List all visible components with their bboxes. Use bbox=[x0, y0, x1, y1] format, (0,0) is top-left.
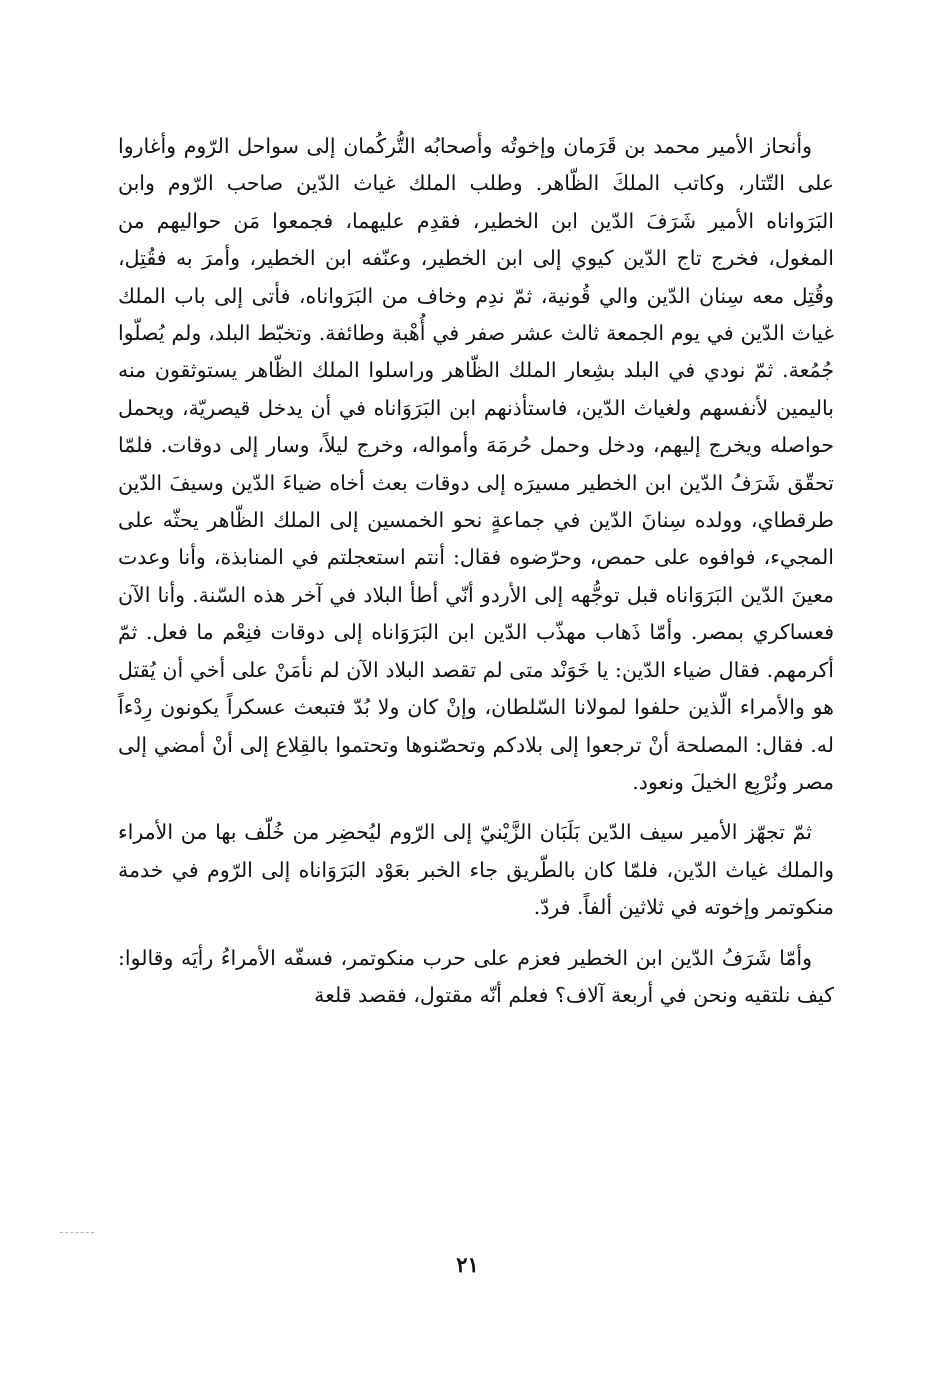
scan-artifact bbox=[60, 1232, 94, 1235]
body-text bbox=[118, 128, 834, 1014]
paragraph-1: وأنحاز الأمير محمد بن قَرَمان وإخوتُه وأصحابُه التُّركُمان إلى سواحل الرّوم وأغاروا على التّتار، وكاتب الملكَ الظّاهر. وطلب الملك غياث الدّين صاحب الرّوم وابن البَرَواناه الأمير شَرَفَ الدّين ابن الخطير، فقدِم عليهما، فجمعوا مَن حواليهم من المغول، فخرج تاج الدّين كيوي إلى ابن الخطير، وعنّفه ابن الخطير، وأمرَ به فقُتِل، وقُتِل معه سِنان الدّين والي قُونية، ثمّ ندِم وخاف من البَرَواناه، فأتى إلى باب الملك غياث الدّين في يوم الجمعة ثالث عشر صفر في أُهْبة وطائفة. وتخبّط البلد، ولم يُصلّوا جُمُعة. ثمّ نودي في البلد بشِعار الملك الظّاهر وراسلوا الملك الظّاهر يستوثقون منه باليمين لأنفسهم ولغياث الدّين، فاستأذنهم ابن البَرَوَاناه في أن يدخل قيصريّة، ويحمل حواصله ويخرج إليهم، ودخل وحمل حُرمَهَ وأمواله، وخرج ليلاً، وسار إلى دوقات. فلمّا تحقّق شَرَفُ الدّين ابن الخطير مسيرَه إلى دوقات بعث أخاه ضياءَ الدّين وسيفَ الدّين طرقطاي، وولده سِنانَ الدّين في جماعةٍ نحو الخمسين إلى الملك الظّاهر يحثّه على المجيء، فوافوه على حمص، وحرّضوه فقال: أنتم استعجلتم في المنابذة، وأنا وعدت معينَ الدّين البَرَوَاناه قبل توجُّهه إلى الأردو أنّي أطأ البلاد في آخر هذه السّنة. وأنا الآن فعساكري بمصر. وأمّا ذَهاب مهذّب الدّين ابن البَرَوَاناه إلى دوقات فنِعْم ما فعل. ثمّ أكرمهم. فقال ضياء الدّين: يا خَوَنْد متى لم تقصد البلاد الآن لم نأمَنْ على أخي أن يُقتل هو والأمراء الّذين حلفوا لمولانا السّلطان، وإنْ كان ولا بُدّ فتبعث عسكراً يكونون رِدْءاً له. فقال: المصلحة أنْ ترجعوا إلى بلادكم وتحصّنوها وتحتموا بالقِلاع إلى أنْ أمضي إلى مصر ونُرْبِع الخيلَ ونعود. bbox=[118, 134, 834, 794]
paragraph-3: وأمّا شَرَفُ الدّين ابن الخطير فعزم على حرب منكوتمر، فسفّه الأمراءُ رأيَه وقالوا: كيف نلتقيه ونحن في أربعة آلاف؟ فعلم أنّه مقتول، فقصد قلعة bbox=[118, 945, 834, 1007]
page-number: ٢١ bbox=[456, 1252, 479, 1277]
paragraph-2: ثمّ تجهّز الأمير سيف الدّين بَلَبَان الزَّيْنيّ إلى الرّوم ليُحضِر من خُلّف بها من الأمراء والملك غياث الدّين، فلمّا كان بالطّريق جاء الخبر بعَوْد البَرَوَاناه إلى الرّوم في خدمة منكوتمر وإخوته في ثلاثين ألفاً. فردّ. bbox=[118, 820, 834, 920]
